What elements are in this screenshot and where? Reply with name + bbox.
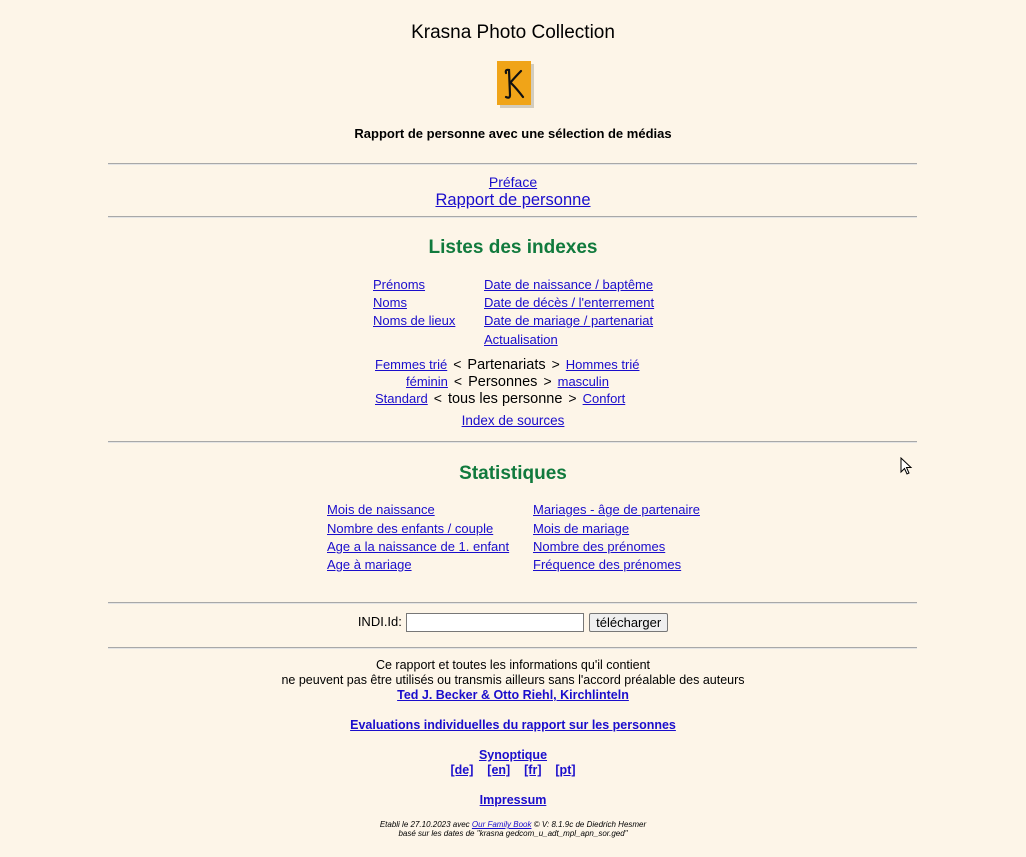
our-family-book-link[interactable]: Our Family Book <box>471 820 532 829</box>
synoptique-link[interactable]: Synoptique <box>478 748 548 762</box>
divider <box>108 647 917 649</box>
statistics-heading: Statistiques <box>459 463 567 484</box>
impressum-link[interactable]: Impressum <box>479 793 547 807</box>
comfort-link[interactable]: Confort <box>582 391 626 406</box>
preface-link[interactable]: Préface <box>488 174 538 190</box>
lang-de-link[interactable]: [de] <box>450 763 474 777</box>
greater-than-sign: > <box>543 373 552 389</box>
index-marriage-date-link[interactable]: Date de mariage / partenariat <box>484 313 654 328</box>
partnerships-row <box>375 356 639 373</box>
evaluations-link[interactable]: Evaluations individuelles du rapport sur les personnes <box>350 718 676 732</box>
indi-id-label: INDI.Id: <box>357 613 402 629</box>
page-title: Krasna Photo Collection <box>411 22 615 43</box>
mouse-cursor-icon <box>900 457 914 477</box>
made-with-suffix: © V: 8.1.9c de Diedrich Hesmer <box>533 820 647 829</box>
all-persons-row <box>375 390 625 407</box>
sources-index-link[interactable]: Index de sources <box>461 413 565 428</box>
index-death-date-link[interactable]: Date de décès / l'enterrement <box>484 295 655 310</box>
k-logo-icon <box>497 61 534 108</box>
indi-id-form <box>0 613 1026 632</box>
lang-en-link[interactable]: [en] <box>487 763 511 777</box>
page-subtitle: Rapport de personne avec une sélection de médias <box>354 126 672 141</box>
women-sorted-link[interactable]: Femmes trié <box>375 357 448 372</box>
person-report-link[interactable]: Rapport de personne <box>435 191 591 209</box>
female-link[interactable]: féminin <box>406 374 448 389</box>
all-persons-label: tous les personne <box>447 391 563 407</box>
greater-than-sign: > <box>568 390 577 406</box>
persons-label: Personnes <box>468 374 538 390</box>
less-than-sign: < <box>433 390 442 406</box>
stat-firstname-count-link[interactable]: Nombre des prénomes <box>533 539 666 554</box>
index-birth-date-link[interactable]: Date de naissance / baptême <box>484 277 654 292</box>
stat-age-marriage-link[interactable]: Age à mariage <box>327 557 412 572</box>
lang-fr-link[interactable]: [fr] <box>524 763 542 777</box>
greater-than-sign: > <box>551 356 560 372</box>
stat-children-per-couple-link[interactable]: Nombre des enfants / couple <box>327 521 494 536</box>
copyright-line-1: Ce rapport et toutes les informations qu'il contient <box>375 658 651 672</box>
index-names-link[interactable]: Noms <box>373 295 407 310</box>
lang-pt-link[interactable]: [pt] <box>555 763 576 777</box>
download-button[interactable]: télécharger <box>589 613 668 632</box>
persons-row <box>406 373 609 390</box>
less-than-sign: < <box>453 373 463 389</box>
based-on-line: basé sur les dates de "krasna gedcom_u_adt_mpl_apn_sor.ged" <box>398 829 628 838</box>
standard-link[interactable]: Standard <box>375 391 428 406</box>
index-update-link[interactable]: Actualisation <box>484 332 558 347</box>
stat-marriage-month-link[interactable]: Mois de mariage <box>533 521 630 536</box>
divider <box>108 163 917 165</box>
divider <box>108 216 917 218</box>
language-links <box>0 763 1026 777</box>
partnerships-label: Partenariats <box>467 357 546 373</box>
stat-partner-age-link[interactable]: Mariages - âge de partenaire <box>533 502 700 517</box>
stat-firstname-frequency-link[interactable]: Fréquence des prénomes <box>533 557 682 572</box>
index-lists-heading: Listes des indexes <box>428 237 598 258</box>
authors-link[interactable]: Ted J. Becker & Otto Riehl, Kirchlinteln <box>397 688 629 702</box>
indi-id-input[interactable] <box>406 613 584 632</box>
stat-birth-month-link[interactable]: Mois de naissance <box>327 502 435 517</box>
less-than-sign: < <box>453 356 462 372</box>
index-firstnames-link[interactable]: Prénoms <box>373 277 426 292</box>
copyright-line-2: ne peuvent pas être utilisés ou transmis ailleurs sans l'accord préalable des auteurs <box>281 673 745 687</box>
men-sorted-link[interactable]: Hommes trié <box>565 357 640 372</box>
male-link[interactable]: masculin <box>557 374 609 389</box>
divider <box>108 441 917 443</box>
divider <box>108 602 917 604</box>
index-places-link[interactable]: Noms de lieux <box>373 313 456 328</box>
stat-age-first-child-link[interactable]: Age a la naissance de 1. enfant <box>327 539 510 554</box>
made-with-prefix: Etabli le 27.10.2023 avec <box>379 820 470 829</box>
